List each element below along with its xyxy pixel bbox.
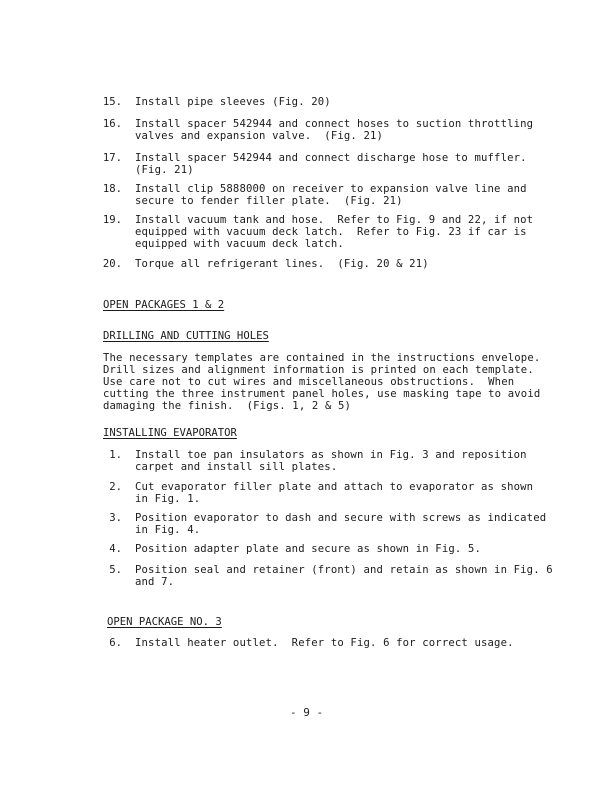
step-text: Cut evaporator filler plate and attach to evaporator as shown: [135, 481, 534, 493]
step-text: Install heater outlet. Refer to Fig. 6 for correct usage.: [135, 637, 514, 649]
step-text: secure to fender filler plate. (Fig. 21): [135, 195, 403, 207]
step-text: and 7.: [135, 576, 175, 588]
step-number: 1.: [109, 449, 122, 461]
paragraph-line: Use care not to cut wires and miscellaneous obstructions. When: [103, 376, 515, 388]
paragraph-line: cutting the three instrument panel holes, use masking tape to avoid: [103, 388, 541, 400]
paragraph-line: damaging the finish. (Figs. 1, 2 & 5): [103, 400, 352, 412]
step-number: 16.: [102, 118, 122, 130]
paragraph-line: Drill sizes and alignment information is printed on each template.: [103, 364, 534, 376]
step-number: 5.: [109, 564, 122, 576]
step-number: 15.: [102, 96, 122, 108]
section-heading: DRILLING AND CUTTING HOLES: [103, 330, 269, 342]
step-text: equipped with vacuum deck latch.: [135, 238, 344, 250]
page-number: - 9 -: [290, 706, 324, 719]
step-text: carpet and install sill plates.: [135, 461, 338, 473]
paragraph-line: The necessary templates are contained in the instructions envelope.: [103, 352, 541, 364]
step-number: 4.: [109, 543, 122, 555]
step-text: Position evaporator to dash and secure with screws as indicated: [135, 512, 547, 524]
step-text: Torque all refrigerant lines. (Fig. 20 & 21): [135, 258, 429, 270]
section-heading: OPEN PACKAGE NO. 3: [107, 616, 222, 628]
step-number: 6.: [109, 637, 122, 649]
step-text: equipped with vacuum deck latch. Refer to Fig. 23 if car is: [135, 226, 527, 238]
step-text: in Fig. 1.: [135, 493, 201, 505]
step-number: 2.: [109, 481, 122, 493]
step-number: 18.: [102, 183, 122, 195]
step-text: Install spacer 542944 and connect hoses to suction throttling: [135, 118, 534, 130]
step-text: Install vacuum tank and hose. Refer to Fig. 9 and 22, if not: [135, 214, 534, 226]
step-text: Position seal and retainer (front) and retain as shown in Fig. 6: [135, 564, 553, 576]
step-text: Position adapter plate and secure as shown in Fig. 5.: [135, 543, 481, 555]
section-heading: OPEN PACKAGES 1 & 2: [103, 299, 225, 311]
step-number: 20.: [102, 258, 122, 270]
step-text: Install toe pan insulators as shown in Fig. 3 and reposition: [135, 449, 527, 461]
step-text: in Fig. 4.: [135, 524, 201, 536]
step-number: 17.: [102, 152, 122, 164]
step-text: Install clip 5888000 on receiver to expansion valve line and: [135, 183, 527, 195]
step-text: (Fig. 21): [135, 164, 194, 176]
section-heading: INSTALLING EVAPORATOR: [103, 427, 237, 439]
step-text: Install spacer 542944 and connect discharge hose to muffler.: [135, 152, 527, 164]
step-text: valves and expansion valve. (Fig. 21): [135, 130, 384, 142]
step-number: 19.: [102, 214, 122, 226]
step-text: Install pipe sleeves (Fig. 20): [135, 96, 331, 108]
step-number: 3.: [109, 512, 122, 524]
